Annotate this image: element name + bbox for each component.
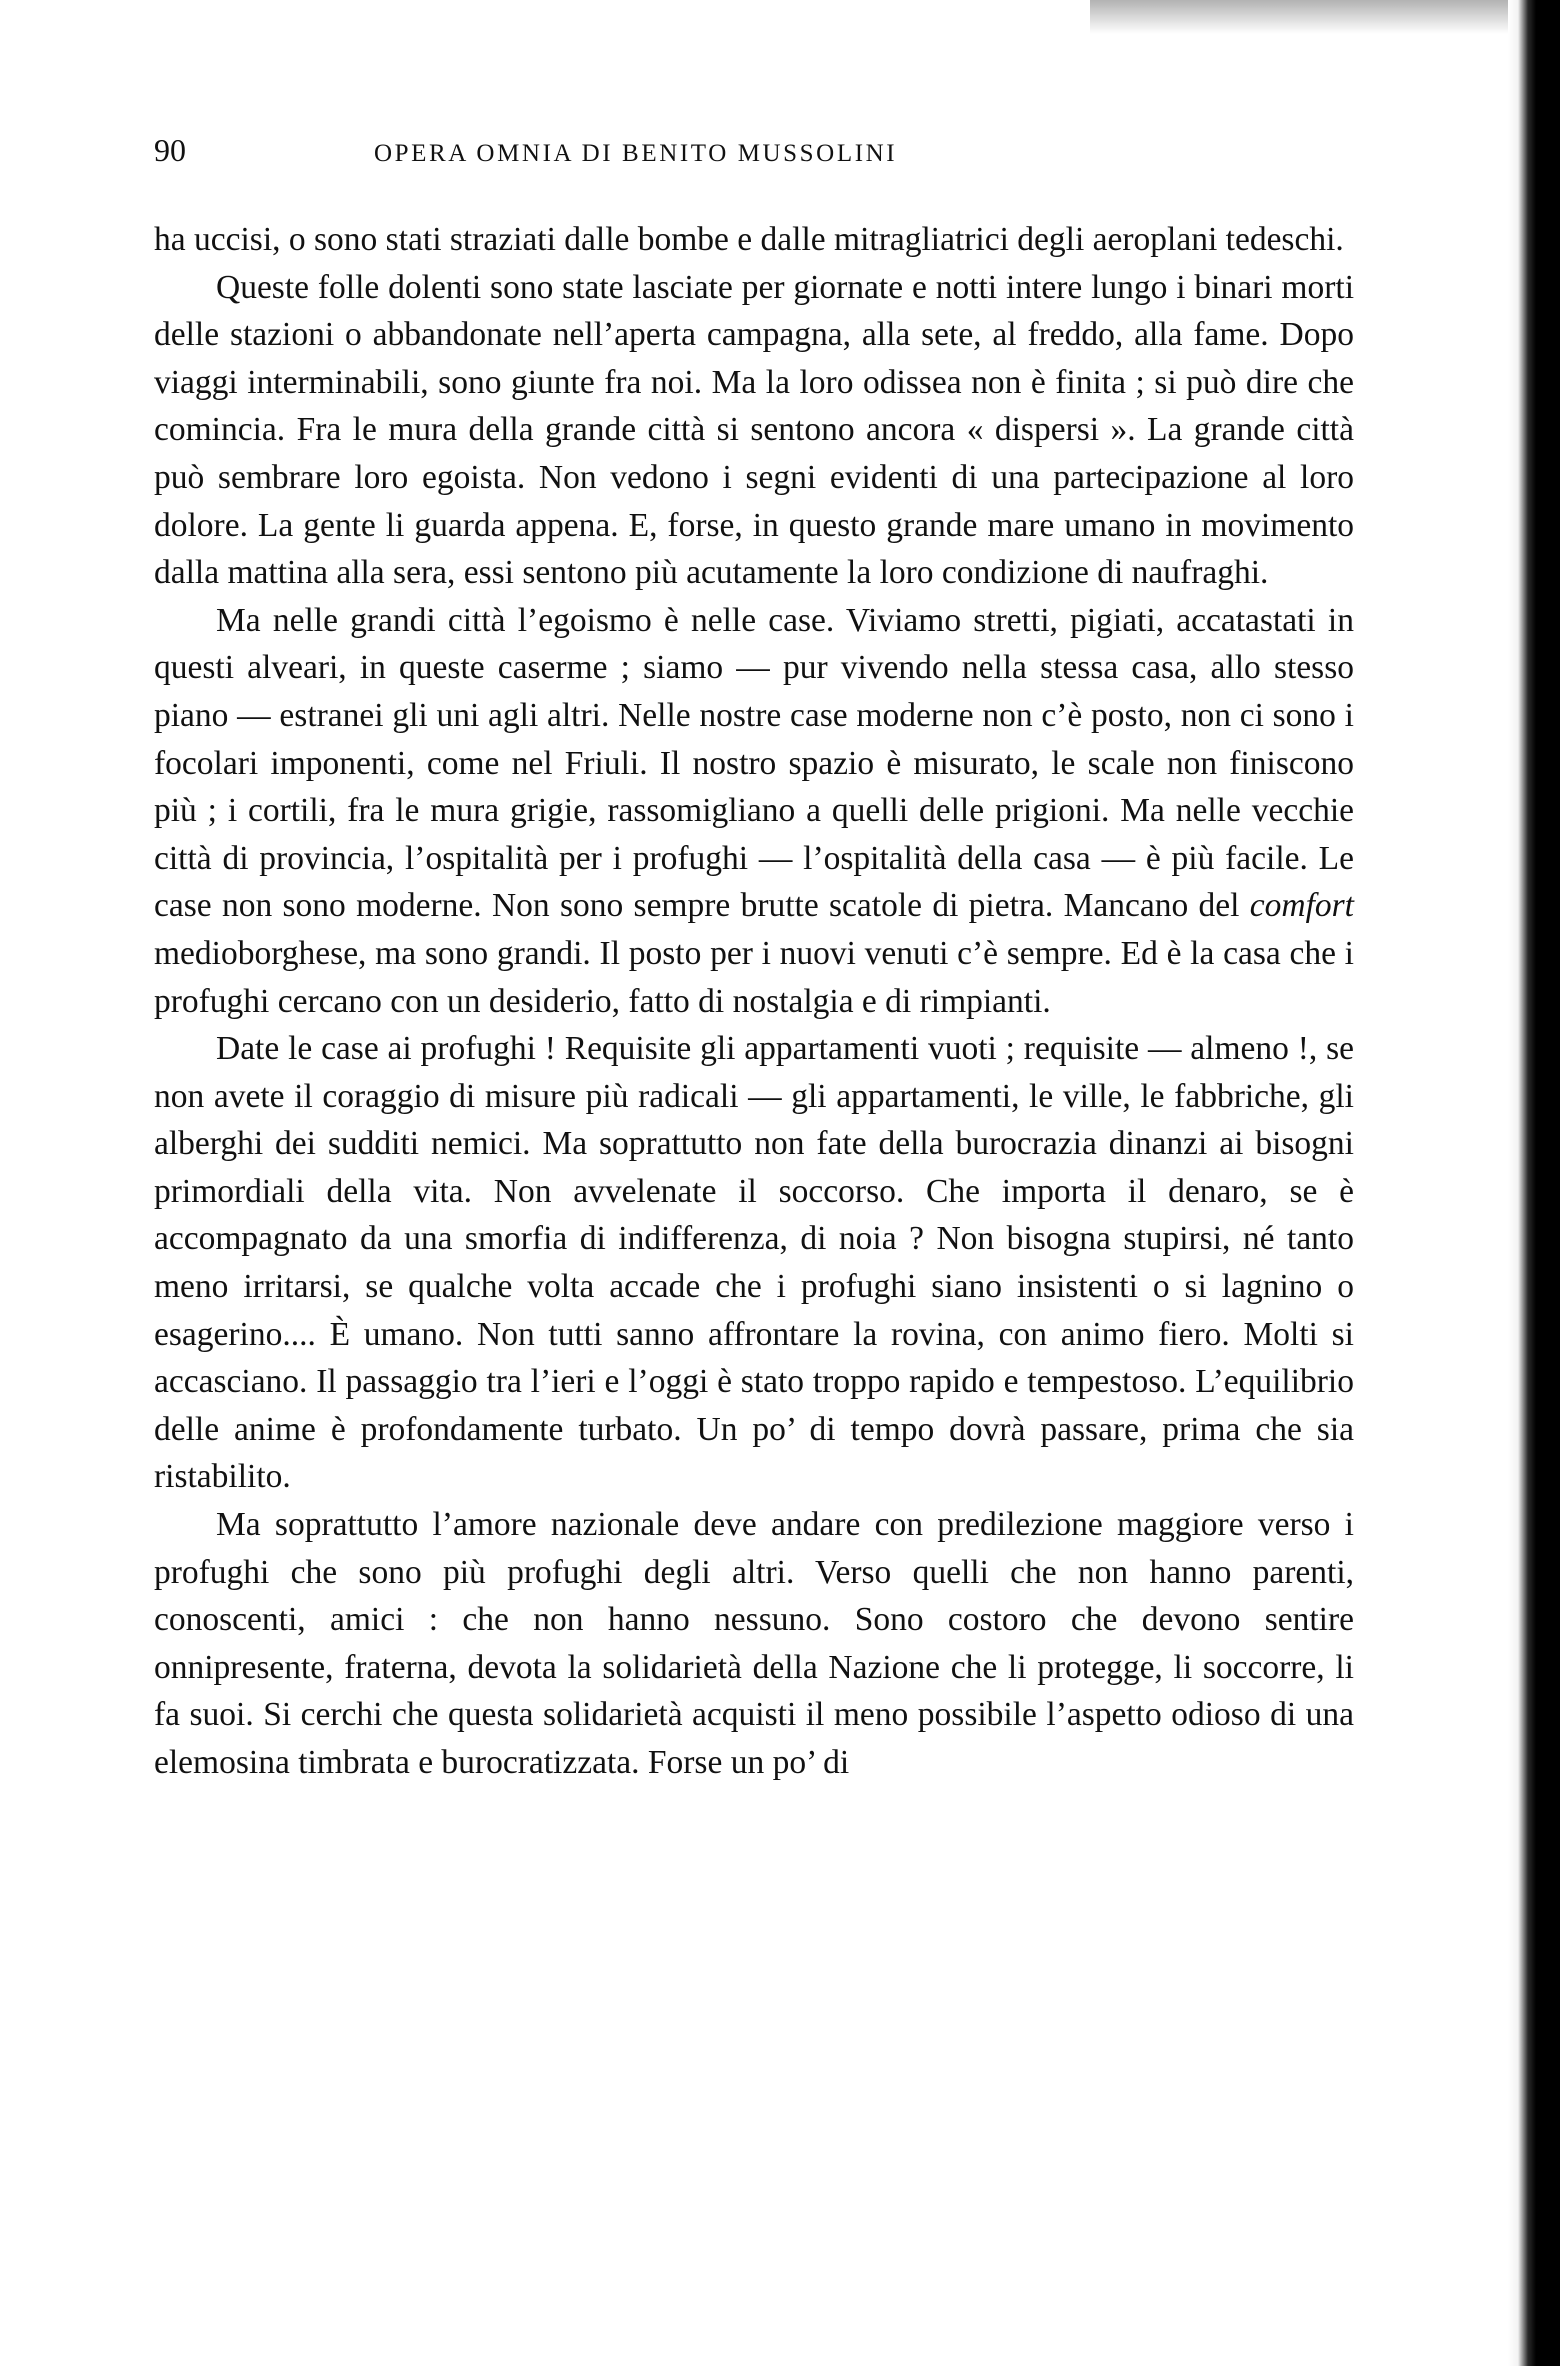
scan-binding-edge <box>1508 0 1560 2366</box>
book-page <box>154 132 1354 1787</box>
paragraph-1: ha uccisi, o sono stati straziati dalle bombe e dalle mitragliatrici degli aeroplani tedeschi. <box>154 221 1344 258</box>
paragraph-3-text-after: medioborghese, ma sono grandi. Il posto per i nuovi venuti c’è sempre. Ed è la casa che i profughi cercano con un desiderio, fatto di nostalgia e di rimpianti. <box>154 934 1354 1020</box>
running-title: OPERA OMNIA DI BENITO MUSSOLINI <box>374 140 898 167</box>
paragraph-3 <box>154 597 1354 1025</box>
page-number: 90 <box>154 132 186 168</box>
paragraph-3-text-before: Ma nelle grandi città l’egoismo è nelle case. Viviamo stretti, pigiati, accatastati in questi alveari, in queste caserme ; siamo — pur vivendo nella stessa casa, allo stesso piano — estranei gli uni agli altri. Nelle nostre case moderne non c’è posto, non ci sono i focolari imponenti, come nel Friuli. Il nostro spazio è misurato, le scale non finiscono più ; i cortili, fra le mura grigie, rassomigliano a quelli delle prigioni. Ma nelle vecchie città di provincia, l’ospitalità per i profughi — l’ospitalità della casa — è più facile. Le case non sono moderne. Non sono sempre brutte scatole di pietra. Mancano del <box>154 601 1354 925</box>
paragraph-5: Ma soprattutto l’amore nazionale deve andare con predilezione maggiore verso i profughi che sono più profughi degli altri. Verso quelli che non hanno parenti, conoscenti, amici : che non hanno nessuno. Sono costoro che devono sentire onnipresente, fraterna, devota la solidarietà della Nazione che li protegge, li soccorre, li fa suoi. Si cerchi che questa solidarietà acquisti il meno possibile l’aspetto odioso di una elemosina timbrata e burocratizzata. Forse un po’ di <box>154 1506 1354 1781</box>
body-text <box>154 216 1354 1787</box>
paragraph-2: Queste folle dolenti sono state lasciate per giornate e notti intere lungo i binari morti delle stazioni o abbandonate nell’aperta campagna, alla sete, al freddo, alla fame. Dopo viaggi interminabili, sono giunte fra noi. Ma la loro odissea non è finita ; si può dire che comincia. Fra le mura della grande città si sentono ancora « dispersi ». La grande città può sembrare loro egoista. Non vedono i segni evidenti di una partecipazione al loro dolore. La gente li guarda appena. E, forse, in questo grande mare umano in movimento dalla mattina alla sera, essi sentono più acutamente la loro condizione di naufraghi. <box>154 268 1354 592</box>
italic-word-comfort: comfort <box>1249 887 1354 925</box>
page-header <box>154 132 1354 202</box>
scan-shadow-top <box>1090 0 1520 34</box>
paragraph-4: Date le case ai profughi ! Requisite gli appartamenti vuoti ; requisite — almeno !, se non avete il coraggio di misure più radicali — gli appartamenti, le ville, le fabbriche, gli alberghi dei sudditi nemici. Ma soprattutto non fate della burocrazia dinanzi ai bisogni primordiali della vita. Non avvelenate il soccorso. Che importa il denaro, se è accompagnato da una smorfia di indifferenza, di noia ? Non bisogna stupirsi, né tanto meno irritarsi, se qualche volta accade che i profughi siano insistenti o si lagnino o esagerino.... È umano. Non tutti sanno affrontare la rovina, con animo fiero. Molti si accasciano. Il passaggio tra l’ieri e l’oggi è stato troppo rapido e tempestoso. L’equilibrio delle anime è profondamente turbato. Un po’ di tempo dovrà passare, prima che sia ristabilito. <box>154 1030 1354 1496</box>
